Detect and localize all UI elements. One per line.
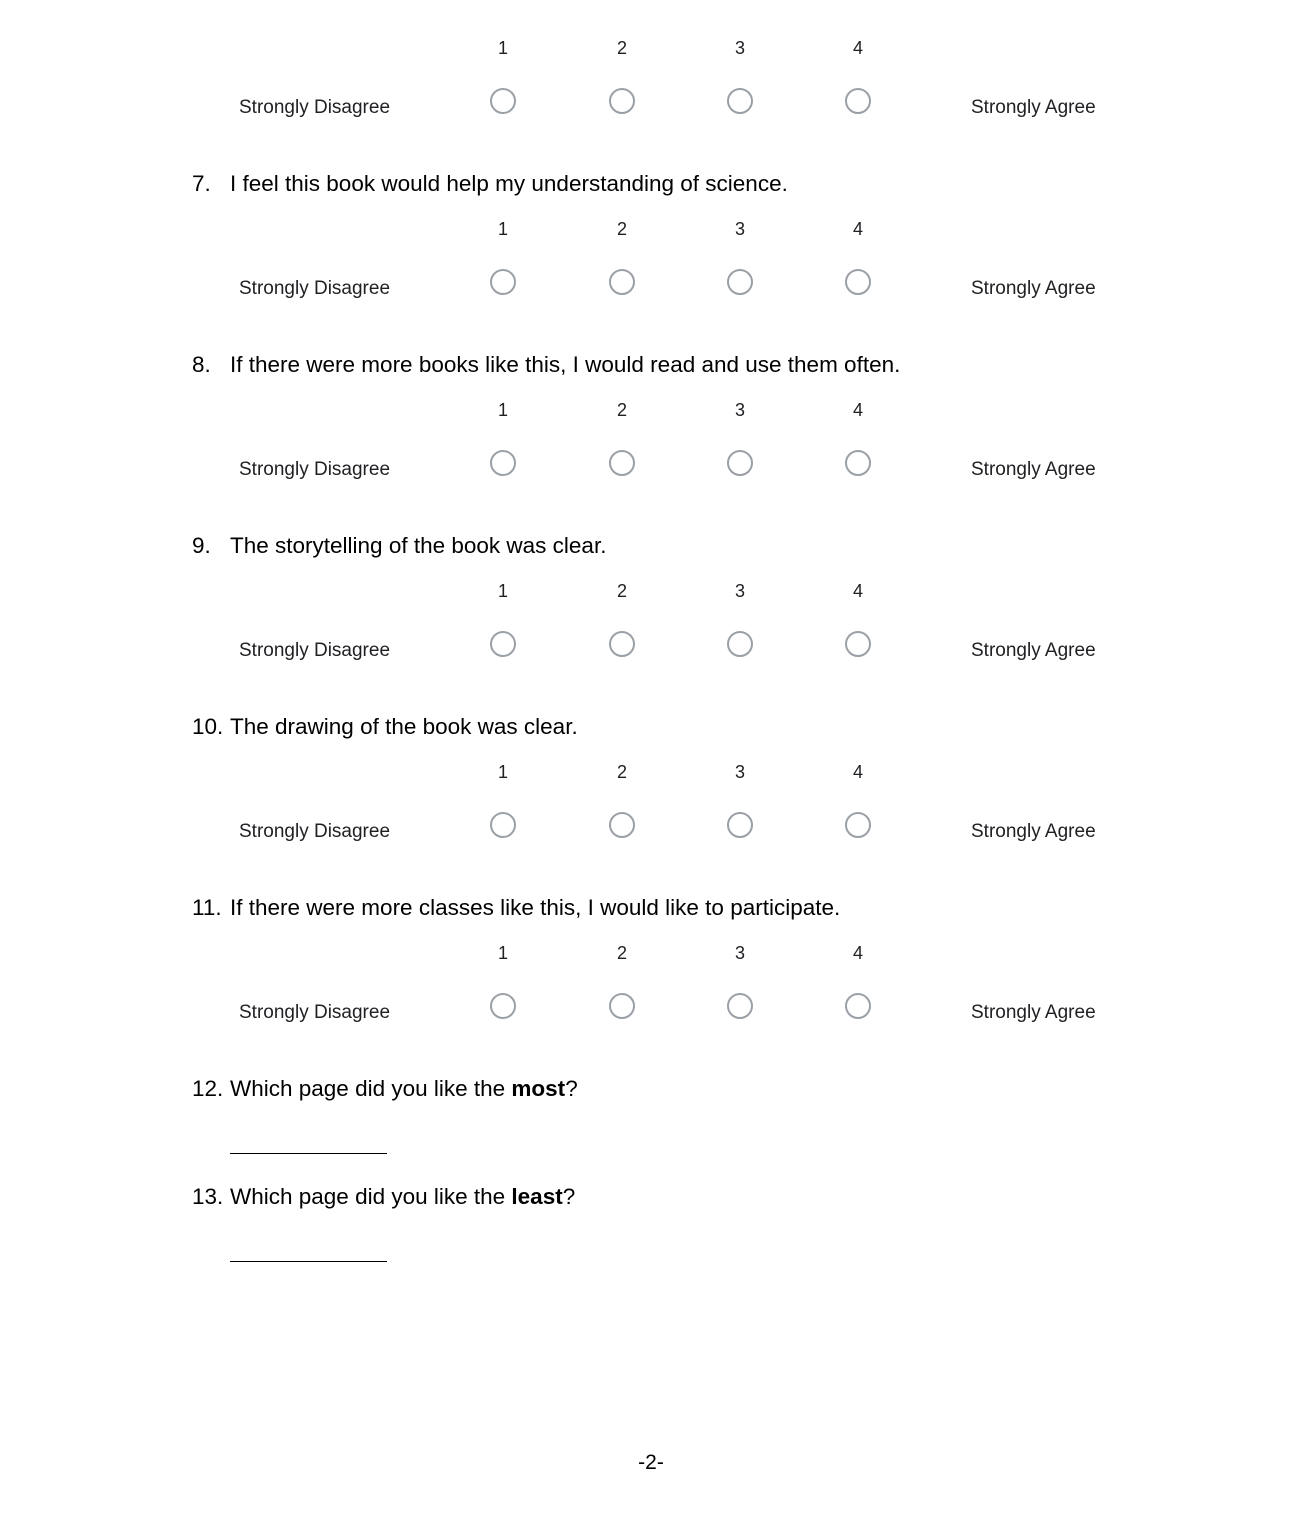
scale-number: 2 [616,38,628,58]
rating-radio-4[interactable] [845,450,871,476]
low-label: Strongly Disagree [239,1002,391,1023]
question-text: If there were more books like this, I would read and use them often. [230,352,901,377]
question-9 [192,533,606,559]
question-number: 8. [192,352,211,377]
scale-number: 2 [616,400,628,420]
scale-number: 4 [852,581,864,601]
question-number: 9. [192,533,211,558]
scale-number: 3 [734,38,746,58]
rating-radio-4[interactable] [845,993,871,1019]
high-label: Strongly Agree [971,278,1096,299]
high-label: Strongly Agree [971,97,1096,118]
scale-number: 4 [852,38,864,58]
rating-radio-3[interactable] [727,88,753,114]
answer-blank-line[interactable] [230,1153,387,1154]
scale-number: 4 [852,943,864,963]
question-text: If there were more classes like this, I would like to participate. [230,895,841,920]
low-label: Strongly Disagree [239,640,391,661]
rating-radio-3[interactable] [727,631,753,657]
rating-radio-1[interactable] [490,812,516,838]
scale-number: 4 [852,400,864,420]
question-13 [192,1184,575,1210]
answer-blank-line[interactable] [230,1261,387,1262]
rating-radio-3[interactable] [727,269,753,295]
high-label: Strongly Agree [971,459,1096,480]
question-text: Which page did you like the [230,1076,512,1101]
question-number: 7. [192,171,211,196]
scale-number: 1 [497,943,509,963]
high-label: Strongly Agree [971,1002,1096,1023]
rating-radio-1[interactable] [490,88,516,114]
rating-radio-2[interactable] [609,993,635,1019]
question-text: Which page did you like the [230,1184,512,1209]
scale-number: 2 [616,762,628,782]
scale-number: 1 [497,762,509,782]
question-number: 13. [192,1184,224,1209]
question-text: The drawing of the book was clear. [230,714,578,739]
rating-radio-3[interactable] [727,993,753,1019]
question-number: 12. [192,1076,224,1101]
question-number: 11. [192,895,222,920]
scale-number: 3 [734,762,746,782]
scale-number: 3 [734,943,746,963]
scale-number: 1 [497,38,509,58]
rating-radio-3[interactable] [727,450,753,476]
scale-number: 4 [852,762,864,782]
rating-radio-1[interactable] [490,269,516,295]
question-10 [192,714,578,740]
rating-radio-1[interactable] [490,993,516,1019]
high-label: Strongly Agree [971,640,1096,661]
rating-radio-2[interactable] [609,812,635,838]
low-label: Strongly Disagree [239,97,391,118]
question-text: I feel this book would help my understanding of science. [230,171,788,196]
rating-radio-1[interactable] [490,631,516,657]
question-emphasis: least [511,1184,563,1209]
low-label: Strongly Disagree [239,278,391,299]
question-text-end: ? [565,1076,578,1101]
rating-radio-2[interactable] [609,269,635,295]
scale-number: 2 [616,219,628,239]
rating-radio-3[interactable] [727,812,753,838]
rating-radio-2[interactable] [609,88,635,114]
high-label: Strongly Agree [971,821,1096,842]
rating-radio-4[interactable] [845,269,871,295]
question-11 [192,895,840,921]
low-label: Strongly Disagree [239,821,391,842]
rating-radio-2[interactable] [609,450,635,476]
rating-radio-4[interactable] [845,88,871,114]
question-12 [192,1076,578,1102]
rating-radio-4[interactable] [845,812,871,838]
scale-number: 3 [734,400,746,420]
question-number: 10. [192,714,224,739]
question-text-end: ? [562,1184,576,1209]
low-label: Strongly Disagree [239,459,391,480]
scale-number: 3 [734,581,746,601]
scale-number: 4 [852,219,864,239]
rating-radio-2[interactable] [609,631,635,657]
scale-number: 1 [497,219,509,239]
scale-number: 1 [497,581,509,601]
question-8 [192,352,900,378]
page-number: -2- [638,1451,664,1474]
scale-number: 2 [616,943,628,963]
question-emphasis: most [511,1076,566,1101]
scale-number: 1 [497,400,509,420]
rating-radio-1[interactable] [490,450,516,476]
rating-radio-4[interactable] [845,631,871,657]
question-text: The storytelling of the book was clear. [230,533,607,558]
question-7 [192,171,788,197]
scale-number: 2 [616,581,628,601]
scale-number: 3 [734,219,746,239]
